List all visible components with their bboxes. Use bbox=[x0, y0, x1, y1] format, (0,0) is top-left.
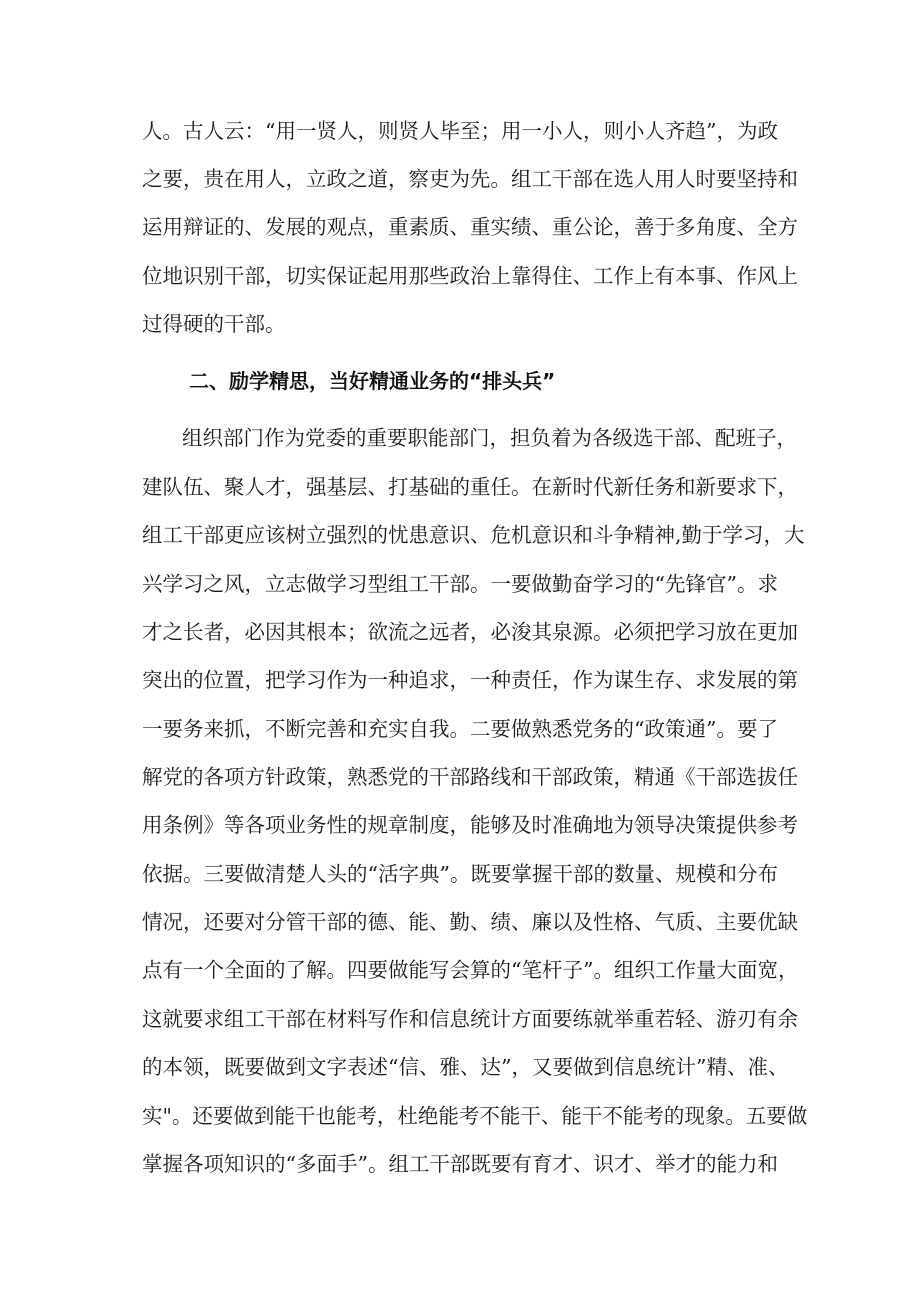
paragraph-line: 过得硬的干部。 bbox=[142, 312, 286, 336]
paragraph-line: 情况，还要对分管干部的德、能、勤、绩、廉以及性格、气质、主要优缺 bbox=[142, 910, 798, 934]
paragraph-line: 才之长者，必因其根本；欲流之远者，必浚其泉源。必须把学习放在更加 bbox=[142, 620, 798, 644]
paragraph-line: 组工干部更应该树立强烈的忧患意识、危机意识和斗争精神,勤于学习，大 bbox=[142, 523, 805, 547]
paragraph-line: 一要务来抓，不断完善和充实自我。二要做熟悉党务的“政策通”。要了 bbox=[142, 717, 778, 741]
paragraph-line: 突出的位置，把学习作为一种追求，一种责任，作为谋生存、求发展的第 bbox=[142, 668, 798, 692]
paragraph-line: 点有一个全面的了解。四要做能写会算的“笔杆子”。组织工作量大面宽， bbox=[142, 958, 799, 982]
paragraph-line: 依据。三要做清楚人头的“活字典”。既要掌握干部的数量、规模和分布 bbox=[142, 862, 778, 886]
paragraph-line: 人。古人云：“用一贤人，则贤人毕至；用一小人，则小人齐趋”，为政 bbox=[142, 119, 778, 143]
paragraph-line: 的本领，既要做到文字表述“信、雅、达”，又要做到信息统计”精、准、 bbox=[142, 1055, 789, 1079]
paragraph-line: 之要，贵在用人，立政之道，察吏为先。组工干部在选人用人时要坚持和 bbox=[142, 167, 798, 191]
paragraph-line: 这就要求组工干部在材料写作和信息统计方面要练就举重若轻、游刃有余 bbox=[142, 1007, 798, 1031]
paragraph-line: 组织部门作为党委的重要职能部门，担负着为各级选干部、配班子， bbox=[182, 426, 797, 450]
paragraph-line: 建队伍、聚人才，强基层、打基础的重任。在新时代新任务和新要求下， bbox=[142, 475, 798, 499]
paragraph-line: 运用辩证的、发展的观点，重素质、重实绩、重公论，善于多角度、全方 bbox=[142, 215, 798, 239]
paragraph-line: 用条例》等各项业务性的规章制度，能够及时准确地为领导决策提供参考 bbox=[142, 813, 798, 837]
paragraph-line: 实"。还要做到能干也能考，杜绝能考不能干、能干不能考的现象。五要做 bbox=[142, 1104, 808, 1128]
paragraph-line: 解党的各项方针政策，熟悉党的干部路线和干部政策，精通《干部选拔任 bbox=[142, 765, 798, 789]
paragraph-line: 兴学习之风，立志做学习型组工干部。一要做勤奋学习的“先锋官”。求 bbox=[142, 572, 778, 596]
section-heading: 二、励学精思，当好精通业务的“排头兵” bbox=[189, 369, 556, 393]
paragraph-line: 掌握各项知识的“多面手”。组工干部既要有育才、识才、举才的能力和 bbox=[142, 1152, 778, 1176]
paragraph-line: 位地识别干部，切实保证起用那些政治上靠得住、工作上有本事、作风上 bbox=[142, 264, 798, 288]
